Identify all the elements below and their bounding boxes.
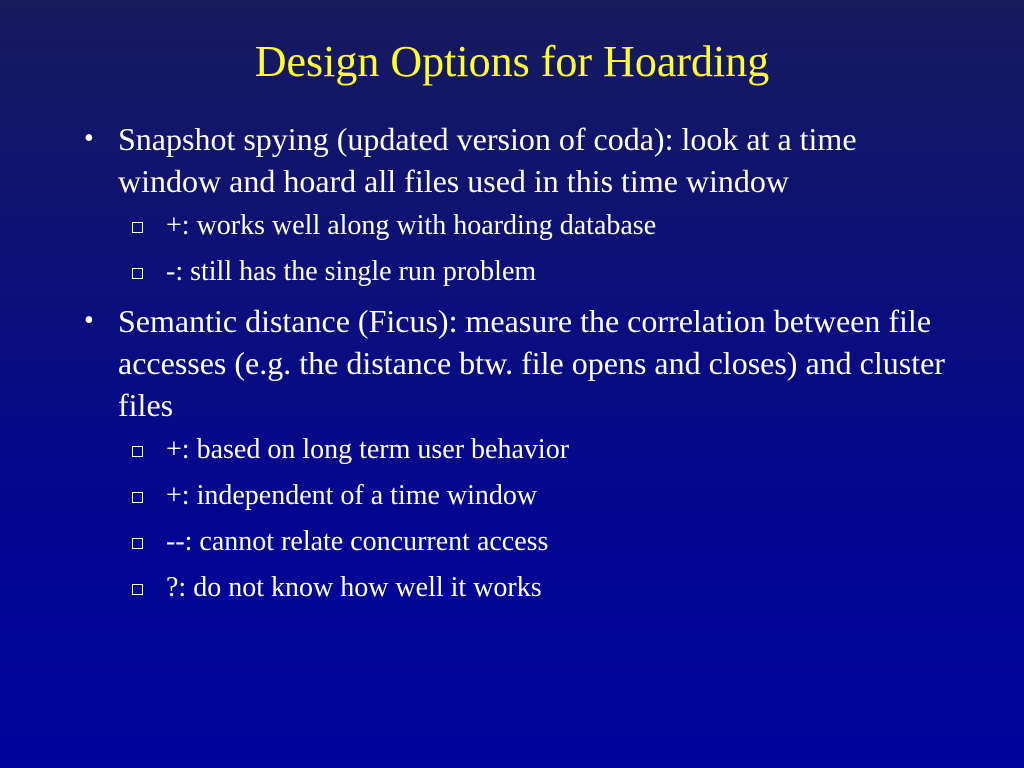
- sub-list-container: [78, 432, 958, 606]
- sub-bullet-item: [78, 254, 958, 290]
- sub-bullet-text: +: independent of a time window: [166, 480, 538, 511]
- sub-bullet-list: [78, 208, 958, 290]
- hollow-square-icon: [132, 538, 143, 549]
- slide-title: Design Options for Hoarding: [254, 37, 770, 86]
- sub-bullet-list: [78, 432, 958, 606]
- sub-bullet-item: [78, 432, 958, 468]
- bullet-text: Snapshot spying (updated version of coda): look at a time window and hoard all files used in this time window: [118, 121, 857, 199]
- bullet-list: [78, 118, 958, 616]
- hollow-square-icon: [132, 222, 143, 233]
- sub-list-container: [78, 208, 958, 290]
- sub-bullet-text: --: cannot relate concurrent access: [166, 526, 549, 557]
- bullet-item: [78, 300, 958, 426]
- sub-bullet-item: [78, 524, 958, 560]
- sub-bullet-text: +: works well along with hoarding database: [166, 210, 657, 241]
- bullet-text: Semantic distance (Ficus): measure the correlation between file accesses (e.g. the distance btw. file opens and closes) and cluster files: [118, 303, 945, 423]
- sub-bullet-item: [78, 570, 958, 606]
- sub-bullet-text: +: based on long term user behavior: [166, 434, 570, 465]
- hollow-square-icon: [132, 446, 143, 457]
- sub-bullet-item: [78, 478, 958, 514]
- bullet-dot-icon: •: [84, 305, 94, 336]
- hollow-square-icon: [132, 584, 143, 595]
- hollow-square-icon: [132, 268, 143, 279]
- sub-bullet-text: ?: do not know how well it works: [166, 572, 542, 603]
- sub-bullet-text: -: still has the single run problem: [166, 256, 537, 287]
- bullet-dot-icon: •: [84, 123, 94, 154]
- hollow-square-icon: [132, 492, 143, 503]
- sub-bullet-item: [78, 208, 958, 244]
- bullet-item: [78, 118, 958, 202]
